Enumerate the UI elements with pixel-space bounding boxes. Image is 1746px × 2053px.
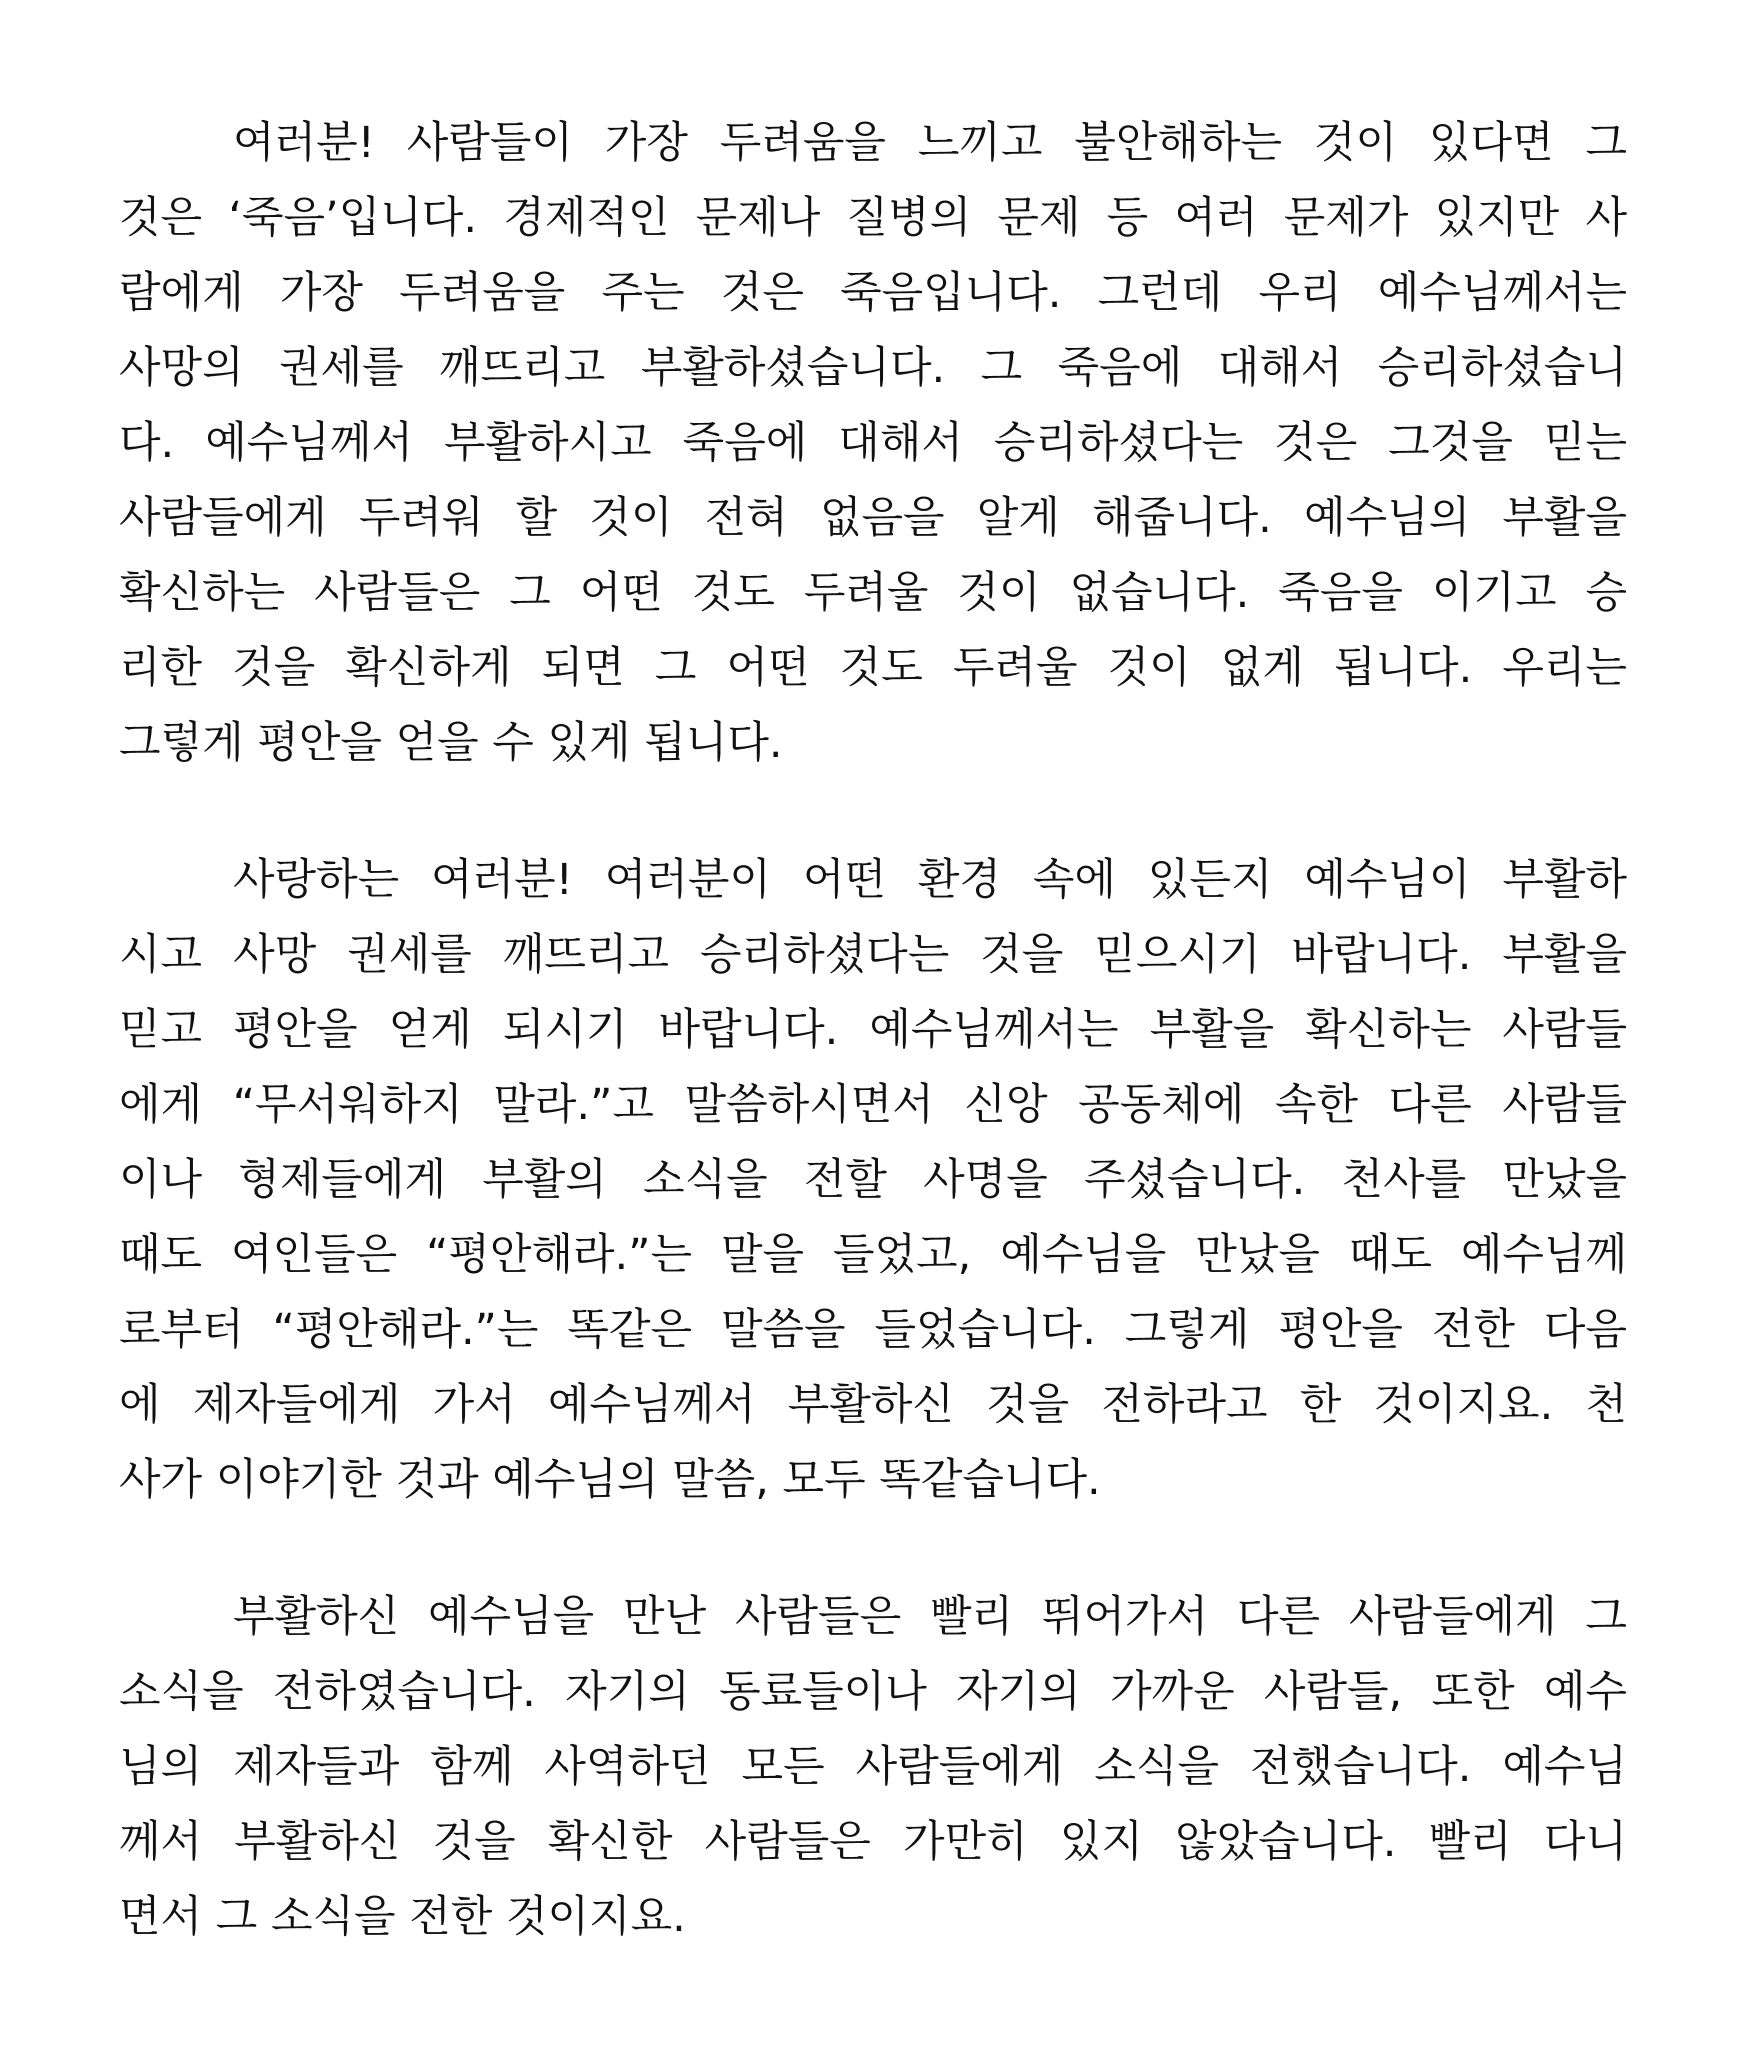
paragraph-3-line-4: 께서 부활하신 것을 확신한 사람들은 가만히 있지 않았습니다. 빨리 다니	[119, 1817, 1627, 1867]
paragraph-1-line-3: 람에게 가장 두려움을 주는 것은 죽음입니다. 그런데 우리 예수님께서는	[119, 268, 1627, 318]
paragraph-1-line-6: 사람들에게 두려워 할 것이 전혀 없음을 알게 해줍니다. 예수님의 부활을	[119, 493, 1627, 543]
paragraph-2-line-6: 때도 여인들은 “평안해라.”는 말을 들었고, 예수님을 만났을 때도 예수님께	[119, 1230, 1627, 1280]
paragraph-1-line-7: 확신하는 사람들은 그 어떤 것도 두려울 것이 없습니다. 죽음을 이기고 승	[119, 568, 1627, 618]
paragraph-2-line-1: 사랑하는 여러분! 여러분이 어떤 환경 속에 있든지 예수님이 부활하	[233, 855, 1627, 905]
paragraph-2-line-7: 로부터 “평안해라.”는 똑같은 말씀을 들었습니다. 그렇게 평안을 전한 다음	[119, 1305, 1627, 1355]
paragraph-1-line-2: 것은 ‘죽음’입니다. 경제적인 문제나 질병의 문제 등 여러 문제가 있지만 사	[119, 193, 1627, 243]
paragraph-1-line-8: 리한 것을 확신하게 되면 그 어떤 것도 두려울 것이 없게 됩니다. 우리는	[119, 643, 1627, 693]
paragraph-2	[119, 843, 1627, 1518]
paragraph-2-line-4: 에게 “무서워하지 말라.”고 말씀하시면서 신앙 공동체에 속한 다른 사람들	[119, 1080, 1627, 1130]
paragraph-1-line-5: 다. 예수님께서 부활하시고 죽음에 대해서 승리하셨다는 것은 그것을 믿는	[119, 418, 1627, 468]
paragraph-1-line-9: 그렇게 평안을 얻을 수 있게 됩니다.	[119, 718, 783, 768]
paragraph-1-line-1: 여러분! 사람들이 가장 두려움을 느끼고 불안해하는 것이 있다면 그	[233, 118, 1627, 168]
paragraph-3-line-3: 님의 제자들과 함께 사역하던 모든 사람들에게 소식을 전했습니다. 예수님	[119, 1742, 1627, 1792]
paragraph-3	[119, 1580, 1627, 1955]
paragraph-3-line-2: 소식을 전하였습니다. 자기의 동료들이나 자기의 가까운 사람들, 또한 예수	[119, 1667, 1627, 1717]
paragraph-3-line-1: 부활하신 예수님을 만난 사람들은 빨리 뛰어가서 다른 사람들에게 그	[233, 1592, 1627, 1642]
paragraph-1-line-4: 사망의 권세를 깨뜨리고 부활하셨습니다. 그 죽음에 대해서 승리하셨습니	[119, 343, 1627, 393]
paragraph-1	[119, 106, 1627, 781]
paragraph-2-line-5: 이나 형제들에게 부활의 소식을 전할 사명을 주셨습니다. 천사를 만났을	[119, 1155, 1627, 1205]
paragraph-2-line-3: 믿고 평안을 얻게 되시기 바랍니다. 예수님께서는 부활을 확신하는 사람들	[119, 1005, 1627, 1055]
paragraph-2-line-8: 에 제자들에게 가서 예수님께서 부활하신 것을 전하라고 한 것이지요. 천	[119, 1380, 1627, 1430]
paragraph-2-line-2: 시고 사망 권세를 깨뜨리고 승리하셨다는 것을 믿으시기 바랍니다. 부활을	[119, 930, 1627, 980]
paragraph-2-line-9: 사가 이야기한 것과 예수님의 말씀, 모두 똑같습니다.	[119, 1455, 1101, 1505]
paragraph-3-line-5: 면서 그 소식을 전한 것이지요.	[119, 1892, 686, 1942]
